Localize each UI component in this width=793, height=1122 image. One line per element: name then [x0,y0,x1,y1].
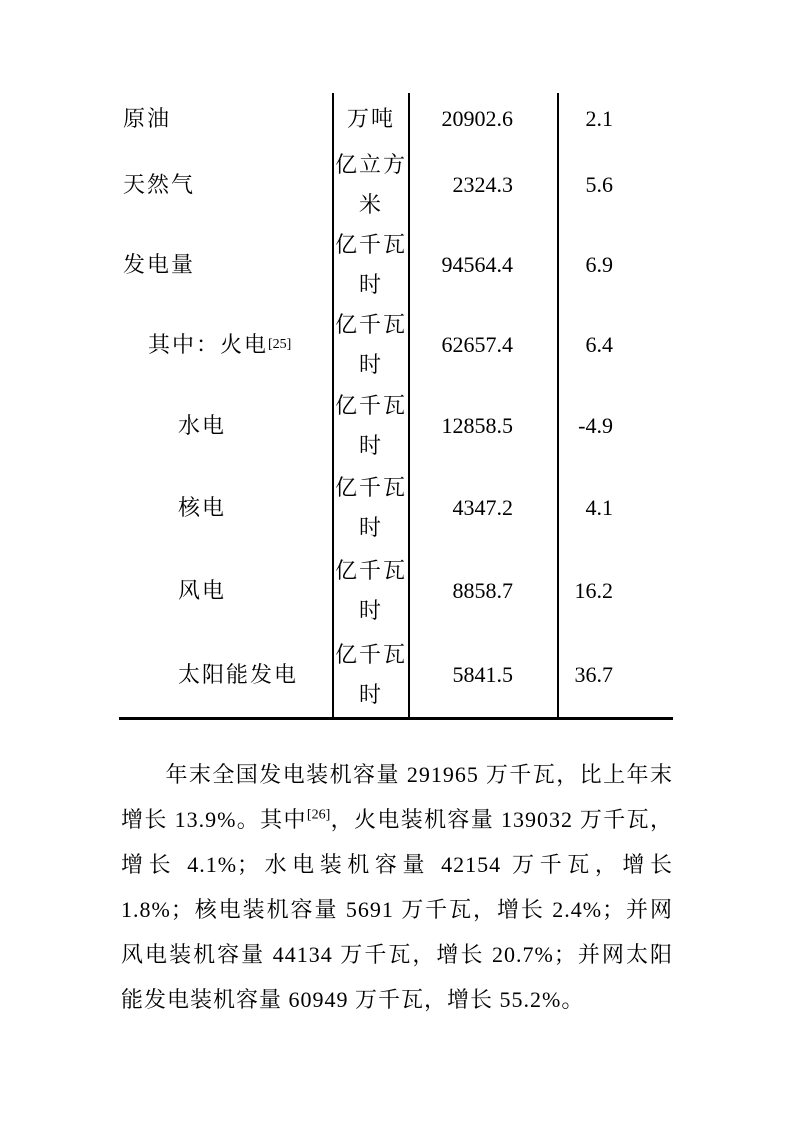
unit-label: 米 [358,192,383,217]
value-cell: 8858.7 [452,578,513,603]
table-row-wind-power [119,549,673,633]
growth-cell: 36.7 [557,633,673,717]
indicator-cell [119,225,332,305]
unit-cell [332,145,410,225]
unit-cell [332,93,410,145]
indicator-label: 核电 [178,495,227,520]
growth-cell: -4.9 [557,385,673,467]
value-cell: 94564.4 [441,252,513,277]
unit-label: 时 [358,433,383,458]
growth-cell: 16.2 [557,549,673,633]
indicator-cell [119,145,332,225]
growth-cell: 4.1 [557,467,673,549]
value-cell: 62657.4 [441,332,513,357]
unit-label: 亿立方 [334,152,407,177]
indicator-cell [119,385,332,467]
paragraph-text: 年末全国发电装机容量 291965 万千瓦，比上年末增长 13.9%。其中 [121,762,673,832]
table-row-electricity [119,225,673,305]
table-row-thermal-power [119,305,673,385]
indicator-label: 太阳能发电 [178,662,299,687]
indicator-label: 风电 [178,578,227,603]
capacity-paragraph [121,752,673,1022]
value-cell: 12858.5 [441,413,513,438]
value-cell: 2324.3 [452,172,513,197]
unit-label: 时 [358,598,383,623]
unit-label: 亿千瓦 [334,393,407,418]
indicator-cell [119,93,332,145]
growth-cell: 2.1 [557,93,673,145]
indicator-cell: 其中：火电 [25] [148,332,292,357]
footnote-ref: [26] [306,807,331,823]
table-row-natural-gas [119,145,673,225]
value-cell: 20902.6 [441,106,513,131]
value-cell: 4347.2 [452,495,513,520]
value-cell: 5841.5 [452,662,513,687]
unit-cell [332,225,410,305]
energy-production-table [119,93,673,720]
unit-cell [332,549,410,633]
table-row-hydro-power [119,385,673,467]
growth-cell: 5.6 [557,145,673,225]
unit-cell [332,305,410,385]
unit-cell [332,385,410,467]
indicator-cell [119,467,332,549]
table-row-crude-oil [119,93,673,145]
unit-label: 亿千瓦 [334,642,407,667]
unit-label: 时 [358,352,383,377]
indicator-label: 其中：火电 [148,332,269,357]
table-row-nuclear-power [119,467,673,549]
unit-cell [332,467,410,549]
unit-label: 亿千瓦 [334,475,407,500]
indicator-label: 原油 [123,106,172,131]
unit-label: 时 [358,515,383,540]
indicator-cell [119,633,332,717]
table-row-solar-power [119,633,673,717]
indicator-label: 天然气 [123,172,196,197]
indicator-cell [119,549,332,633]
unit-cell [332,633,410,717]
growth-cell: 6.9 [557,225,673,305]
unit-label: 亿千瓦 [334,312,407,337]
growth-cell: 6.4 [557,305,673,385]
paragraph-text: ，火电装机容量 139032 万千瓦，增长 4.1%；水电装机容量 42154 万千瓦，增长 1.8%；核电装机容量 5691 万千瓦，增长 2.4%；并网风电装机容量 44134 万千瓦，增长 20.7%；并网太阳能发电装机容量 60949 万千瓦，增长 55.2%。 [121,807,673,1012]
indicator-label: 发电量 [123,252,196,277]
unit-label: 时 [358,272,383,297]
unit-label: 万吨 [346,106,395,131]
unit-label: 亿千瓦 [334,558,407,583]
indicator-label: 水电 [178,413,227,438]
unit-label: 时 [358,682,383,707]
unit-label: 亿千瓦 [334,232,407,257]
